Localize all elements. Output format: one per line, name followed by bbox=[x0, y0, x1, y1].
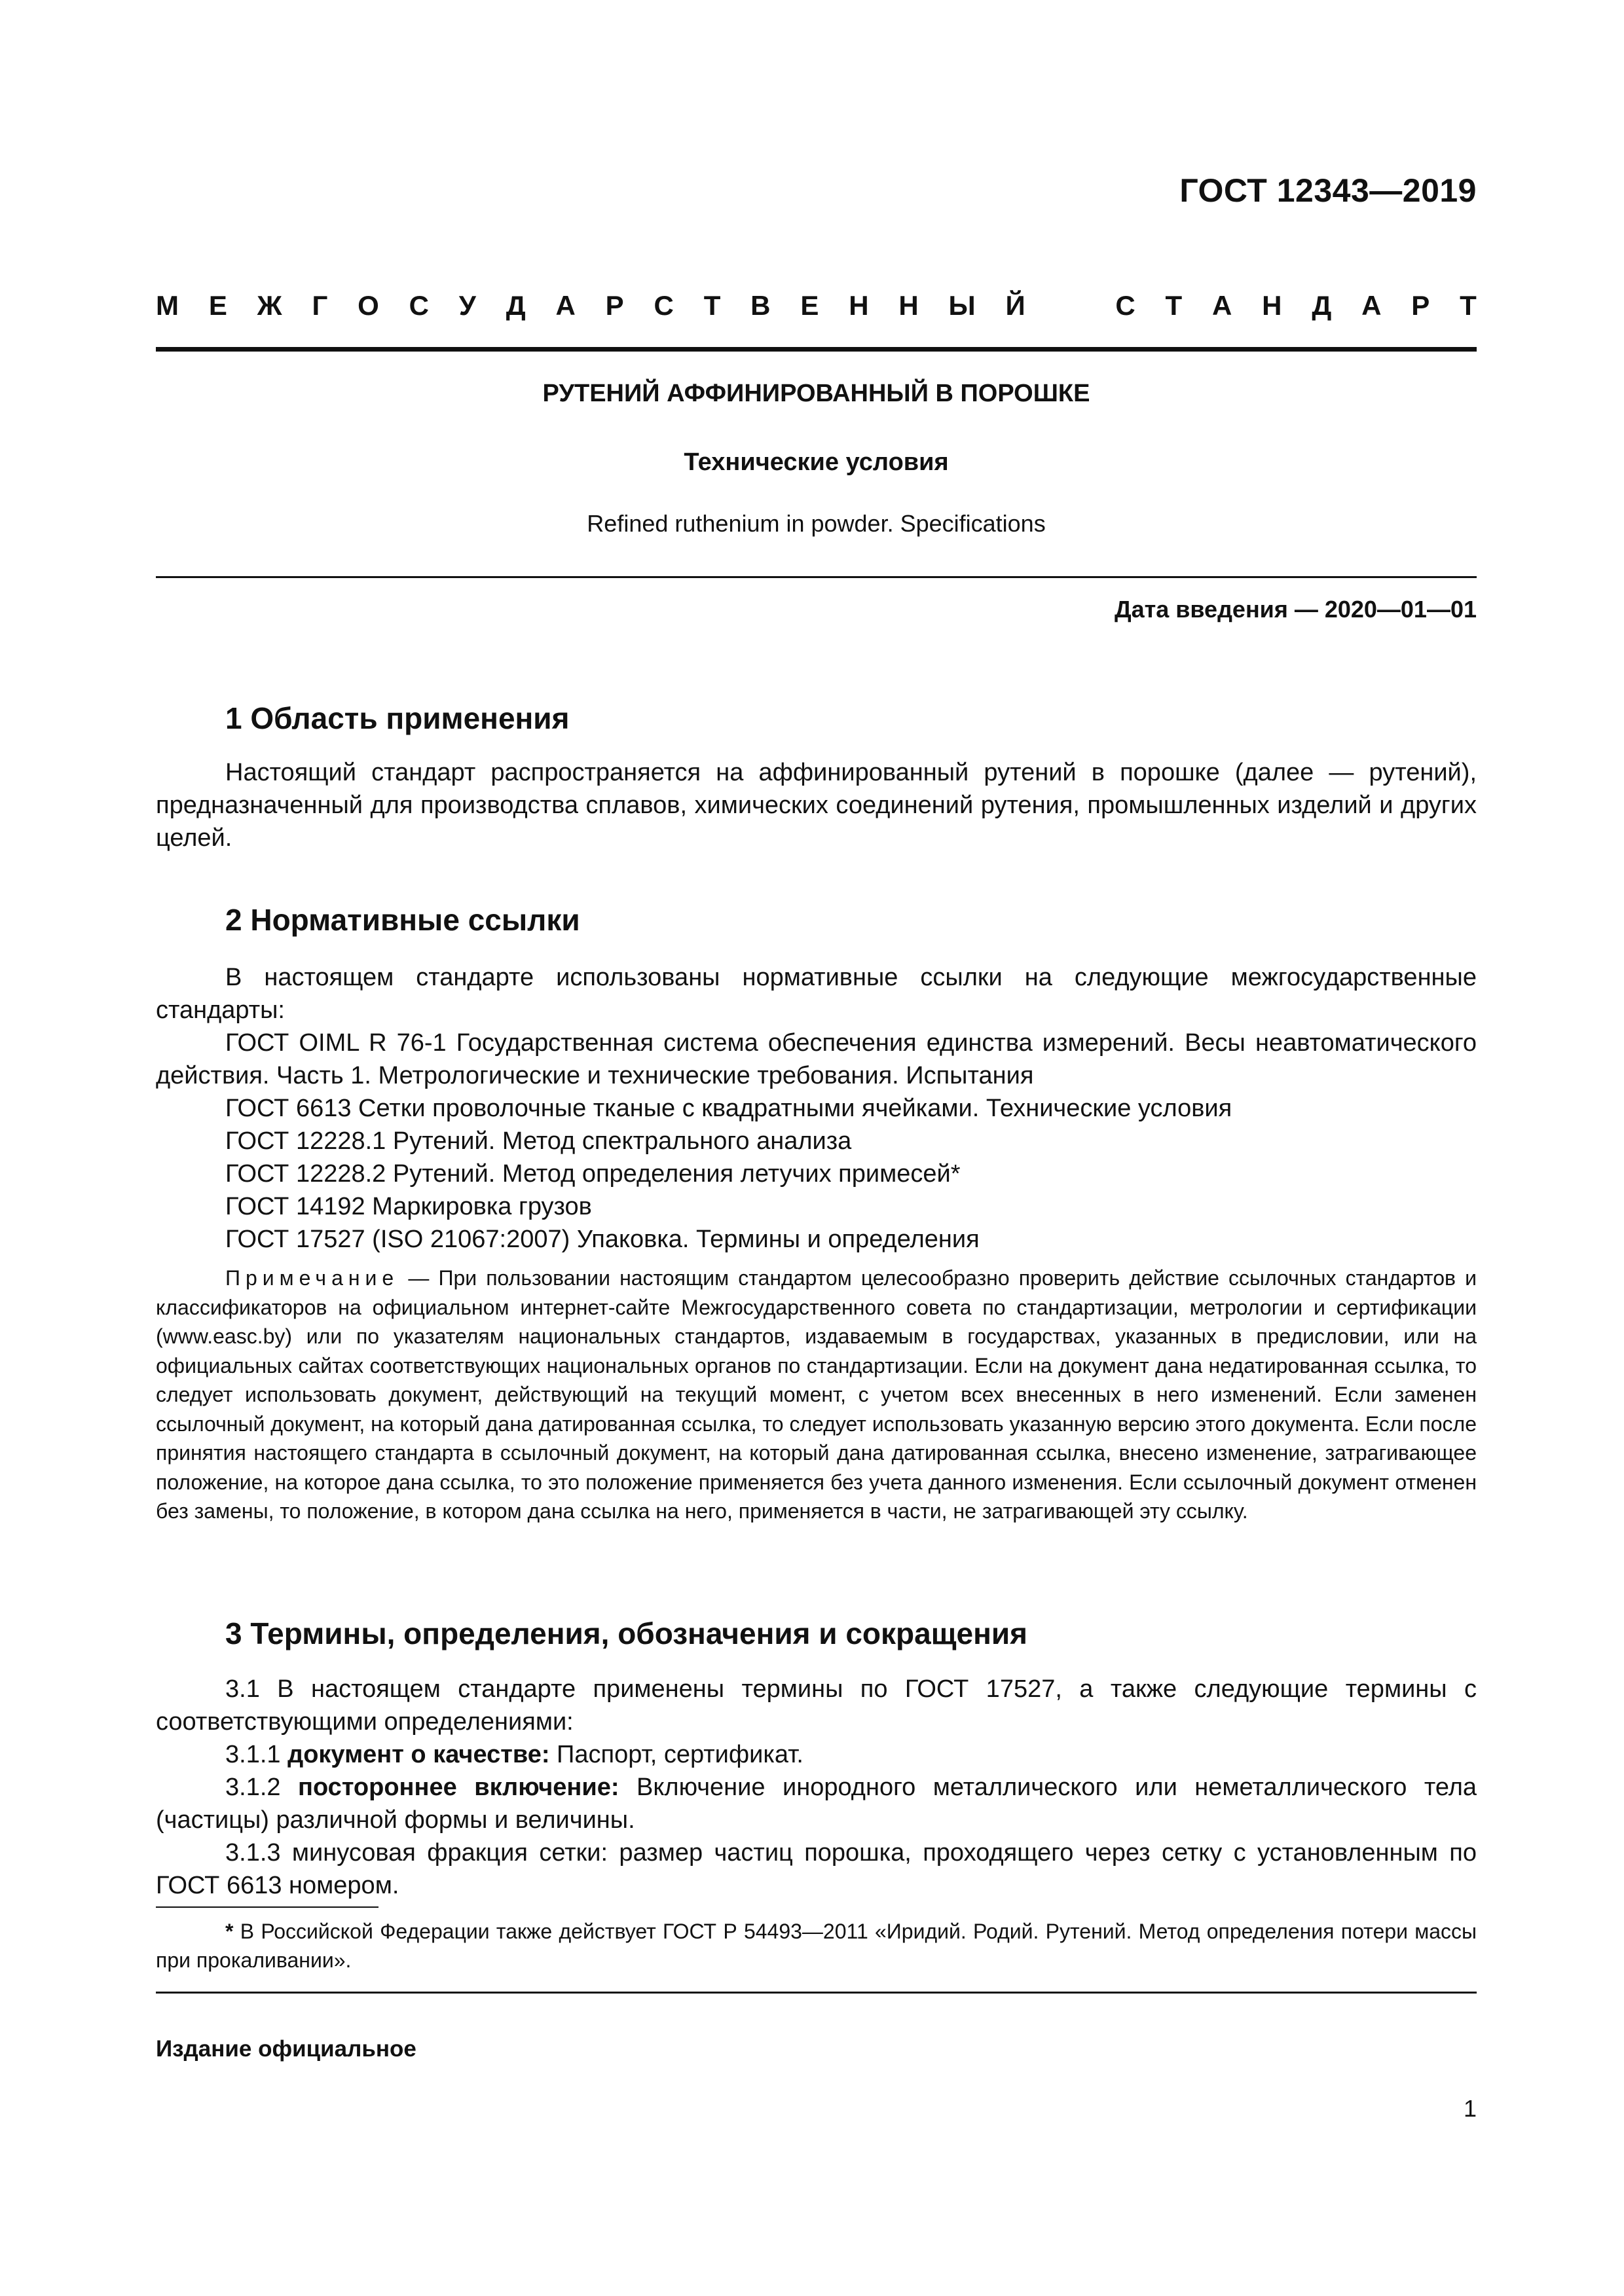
heading-letter: В bbox=[750, 290, 771, 321]
document-english-title: Refined ruthenium in powder. Specifications bbox=[587, 510, 1046, 537]
heading-letter: А bbox=[555, 290, 576, 321]
section-1-heading: 1 Область применения bbox=[225, 701, 570, 735]
reference-item: ГОСТ 6613 Сетки проволочные тканые с квадратными ячейками. Технические условия bbox=[225, 1095, 1232, 1122]
standard-type-heading bbox=[156, 289, 1477, 322]
section-3-intro: 3.1 В настоящем стандарте применены термины по ГОСТ 17527, а также следующие термины с соответствующими определениями: bbox=[156, 1675, 1477, 1736]
page-number: 1 bbox=[1463, 2095, 1477, 2122]
document-number: ГОСТ 12343—2019 bbox=[1179, 172, 1477, 209]
heading-letter: Е bbox=[800, 290, 819, 321]
section-3-heading: 3 Термины, определения, обозначения и сокращения bbox=[225, 1616, 1027, 1650]
note-label: Примечание bbox=[225, 1266, 399, 1290]
heading-letter: Г bbox=[312, 290, 328, 321]
section-2-intro: В настоящем стандарте использованы нормативные ссылки на следующие межгосударственные стандарты: bbox=[156, 964, 1477, 1024]
term-name: документ о качестве: bbox=[287, 1741, 550, 1768]
reference-item: ГОСТ 14192 Маркировка грузов bbox=[225, 1193, 592, 1220]
heading-letter: М bbox=[156, 290, 179, 321]
footnote-rule bbox=[156, 1906, 378, 1908]
footnote bbox=[156, 1917, 1477, 1975]
term-3-1-1 bbox=[156, 1738, 1477, 1771]
term-3-1-3: 3.1.3 минусовая фракция сетки: размер частиц порошка, проходящего через сетку с установленным по ГОСТ 6613 номером. bbox=[156, 1839, 1477, 1899]
note-text: — При пользовании настоящим стандартом целесообразно проверить действие ссылочных стандартов и классификаторов на официальном интернет-сайте Межгосударственного совета по стандартизации, метрологии и сертификации (www.easc.by) или по указателям национальных стандартов, издаваемым в государствах, указанных в предисловии, или на официальных сайтах соответствующих национальных органов по стандартизации. Если на документ дана недатированная ссылка, то следует использовать документ, действующий на текущий момент, с учетом всех внесенных в него изменений. Если заменен ссылочный документ, на который дана датированная ссылка, то следует использовать указанную версию этого документа. Если после принятия настоящего стандарта в ссылочный документ, на который дана датированная ссылка, внесено изменение, затрагивающее положение, на которое дана ссылка, то это положение применяется без учета данного изменения. Если ссылочный документ отменен без замены, то положение, в котором дана ссылка на него, применяется в части, не затрагивающей эту ссылку. bbox=[156, 1266, 1477, 1523]
heading-letter: Е bbox=[208, 290, 227, 321]
heading-letter: У bbox=[458, 290, 476, 321]
heading-letter: А bbox=[1361, 290, 1382, 321]
footnote-mark: * bbox=[225, 1920, 234, 1943]
heading-letter: Н bbox=[898, 290, 919, 321]
heading-letter: Д bbox=[506, 290, 526, 321]
heading-letter: С bbox=[409, 290, 429, 321]
term-number: 3.1.2 bbox=[225, 1774, 299, 1801]
document-title: РУТЕНИЙ АФФИНИРОВАННЫЙ В ПОРОШКЕ bbox=[542, 380, 1090, 407]
term-name: постороннее включение: bbox=[298, 1774, 619, 1801]
heading-letter: Н bbox=[1262, 290, 1282, 321]
edition-label: Издание официальное bbox=[156, 2036, 416, 2062]
references-note bbox=[156, 1264, 1477, 1526]
footer-rule bbox=[156, 1992, 1477, 1994]
heading-letter: Т bbox=[1460, 290, 1477, 321]
heading-letter: Т bbox=[703, 290, 721, 321]
reference-oiml: ГОСТ OIML R 76-1 Государственная система обеспечения единства измерений. Весы неавтоматического действия. Часть 1. Метрологические и технические требования. Испытания bbox=[156, 1029, 1477, 1089]
heading-letter: Ы bbox=[948, 290, 976, 321]
title-rule bbox=[156, 576, 1477, 578]
heading-letter: С bbox=[654, 290, 674, 321]
heading-letter: Н bbox=[849, 290, 869, 321]
section-2-heading: 2 Нормативные ссылки bbox=[225, 903, 580, 937]
heading-letter: Т bbox=[1165, 290, 1183, 321]
introduction-date: Дата введения — 2020—01—01 bbox=[1114, 596, 1477, 623]
document-subtitle: Технические условия bbox=[684, 448, 949, 476]
term-definition: Включение инородного металлического или неметаллического тела (частицы) различной формы и величины. bbox=[156, 1774, 1477, 1834]
footnote-text: В Российской Федерации также действует ГОСТ Р 54493—2011 «Иридий. Родий. Рутений. Метод определения потери массы при прокаливании». bbox=[156, 1920, 1477, 1972]
reference-item: ГОСТ 17527 (ISO 21067:2007) Упаковка. Термины и определения bbox=[225, 1226, 980, 1253]
heading-letter: О bbox=[358, 290, 379, 321]
heading-letter: Р bbox=[1411, 290, 1430, 321]
term-definition: Паспорт, сертификат. bbox=[549, 1741, 803, 1768]
section-1-text: Настоящий стандарт распространяется на аффинированный рутений в порошке (далее — рутений), предназначенный для производства сплавов, химических соединений рутения, промышленных изделий и других целей. bbox=[156, 759, 1477, 852]
heading-letter: С bbox=[1115, 290, 1135, 321]
heading-letter: Р bbox=[605, 290, 624, 321]
header-rule bbox=[156, 347, 1477, 352]
term-3-1-2 bbox=[156, 1771, 1477, 1836]
heading-letter: Д bbox=[1312, 290, 1332, 321]
heading-letter: А bbox=[1211, 290, 1232, 321]
heading-letter: Й bbox=[1005, 290, 1025, 321]
heading-letter: Ж bbox=[257, 290, 282, 321]
reference-item: ГОСТ 12228.2 Рутений. Метод определения летучих примесей* bbox=[225, 1160, 961, 1188]
term-number: 3.1.1 bbox=[225, 1741, 288, 1768]
reference-item: ГОСТ 12228.1 Рутений. Метод спектрального анализа bbox=[225, 1127, 852, 1155]
